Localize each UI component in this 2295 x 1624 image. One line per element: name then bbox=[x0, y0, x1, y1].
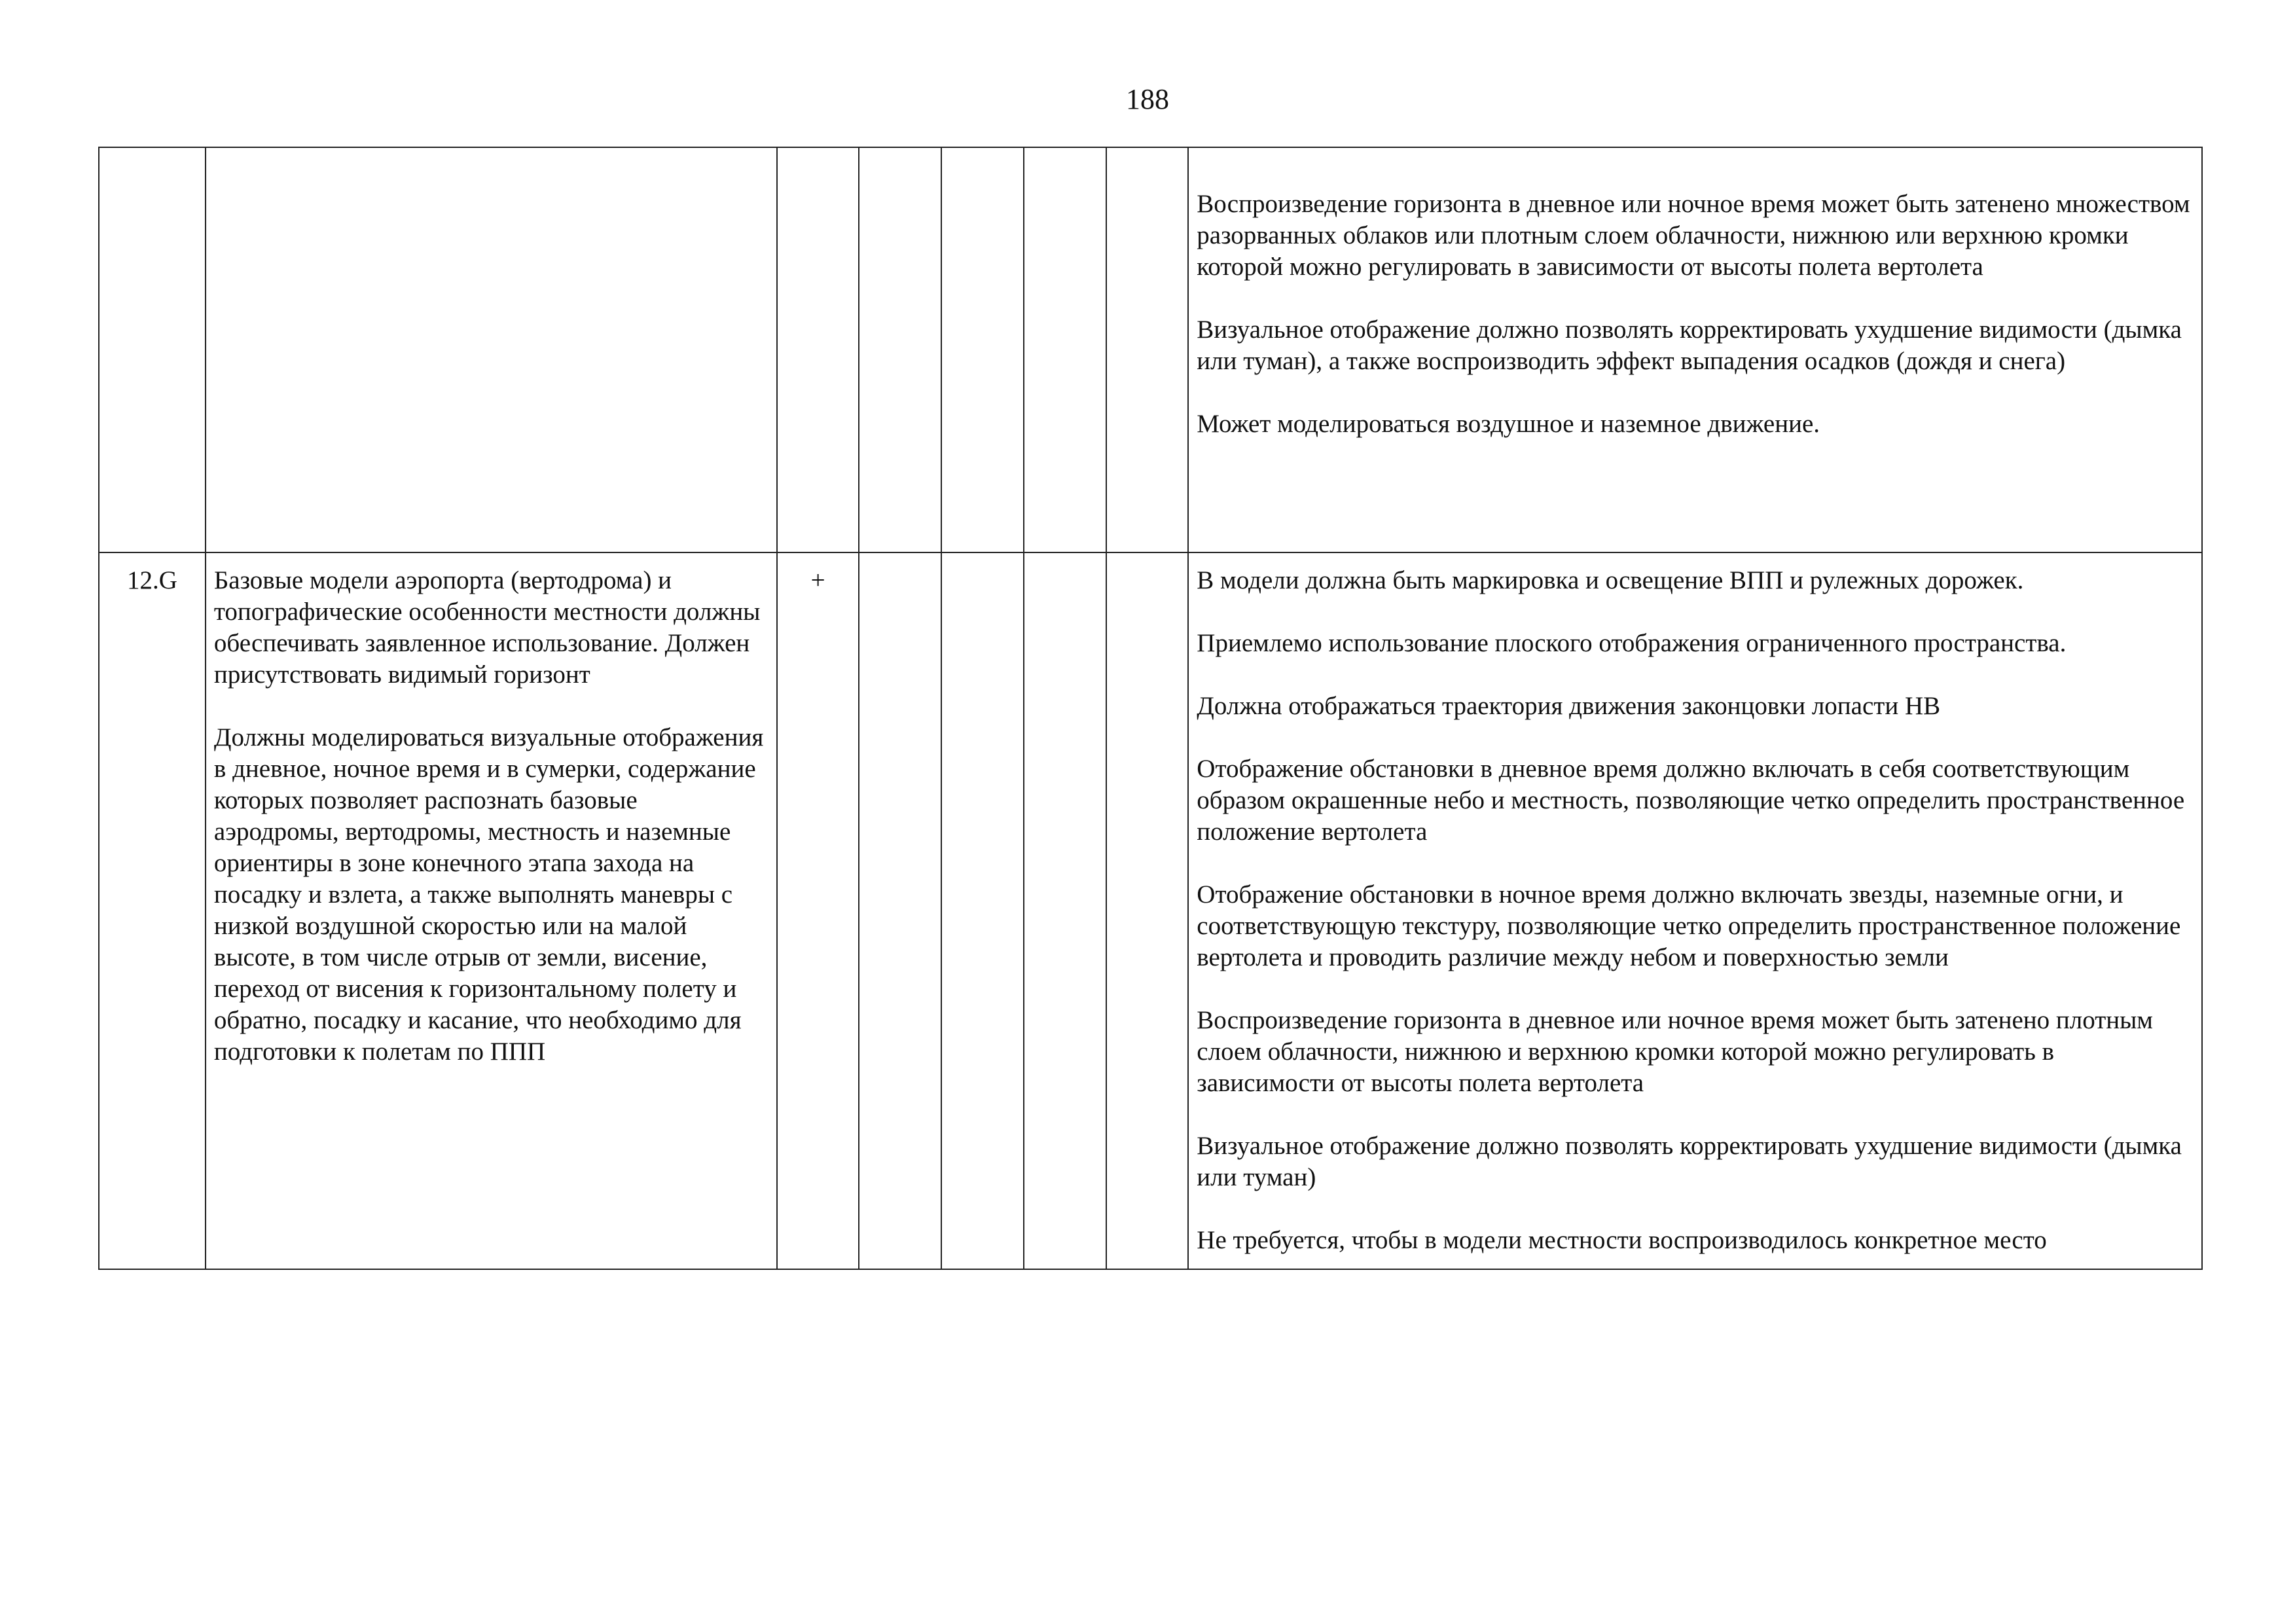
note-paragraph: Отображение обстановки в дневное время должно включать в себя соответствующим образом окрашенные небо и местность, позволяющие четко определить пространственное положение вертолета bbox=[1197, 755, 2185, 846]
requirement-paragraph: Базовые модели аэропорта (вертодрома) и топографические особенности местности должны обеспечивать заявленное использование. Должен присутствовать видимый горизонт bbox=[213, 566, 761, 689]
notes-cell bbox=[1188, 552, 2202, 1269]
note-paragraph: Визуальное отображение должно позволять корректировать ухудшение видимости (дымка или туман), а также воспроизводить эффект выпадения осадков (дождя и снега) bbox=[1197, 316, 2182, 375]
note-paragraph: Отображение обстановки в ночное время должно включать звезды, наземные огни, и соответствующую текстуру, позволяющие четко определить пространственное положение вертолета и проводить различие между небом и поверхностью земли bbox=[1197, 880, 2181, 971]
requirement-cell bbox=[206, 147, 777, 552]
row-number-cell bbox=[99, 147, 206, 552]
note-paragraph: Не требуется, чтобы в модели местности воспроизводилось конкретное место bbox=[1197, 1226, 2047, 1254]
note-paragraph: Воспроизведение горизонта в дневное или ночное время может быть затенено плотным слоем облачности, нижнюю и верхнюю кромки которой можно регулировать в зависимости от высоты полета вертолета bbox=[1197, 1006, 2153, 1097]
mark-cell bbox=[941, 552, 1024, 1269]
note-paragraph: Должна отображаться траектория движения законцовки лопасти НВ bbox=[1197, 692, 1941, 720]
mark-cell bbox=[859, 552, 941, 1269]
note-paragraph: Визуальное отображение должно позволять корректировать ухудшение видимости (дымка или туман) bbox=[1197, 1132, 2182, 1191]
mark-cell: + bbox=[777, 552, 859, 1269]
note-paragraph: В модели должна быть маркировка и освещение ВПП и рулежных дорожек. bbox=[1197, 566, 2024, 594]
page-number: 188 bbox=[1126, 83, 1169, 115]
requirements-table bbox=[98, 147, 2203, 1270]
mark-cell bbox=[859, 147, 941, 552]
requirement-cell bbox=[206, 552, 777, 1269]
requirement-paragraph: Должны моделироваться визуальные отображения в дневное, ночное время и в сумерки, содержание которых позволяет распознать базовые аэродромы, вертодромы, местность и наземные ориентиры в зоне конечного этапа захода на посадку и взлета, а также выполнять маневры с низкой воздушной скоростью или на малой высоте, в том числе отрыв от земли, висение, переход от висения к горизонтальному полету и обратно, посадку и касание, что необходимо для подготовки к полетам по ППП bbox=[213, 723, 764, 1066]
note-paragraph: Приемлемо использование плоского отображения ограниченного пространства. bbox=[1197, 629, 2067, 657]
notes-cell bbox=[1188, 147, 2202, 552]
table-row bbox=[99, 147, 2202, 552]
mark-cell bbox=[777, 147, 859, 552]
table-row bbox=[99, 552, 2202, 1269]
note-paragraph: Может моделироваться воздушное и наземное движение. bbox=[1197, 410, 1820, 438]
mark-cell bbox=[1024, 147, 1106, 552]
row-number-cell: 12.G bbox=[99, 552, 206, 1269]
note-paragraph: Воспроизведение горизонта в дневное или ночное время может быть затенено множеством разорванных облаков или плотным слоем облачности, нижнюю или верхнюю кромки которой можно регулировать в зависимости от высоты полета вертолета bbox=[1197, 190, 2190, 281]
mark-cell bbox=[1106, 147, 1189, 552]
mark-cell bbox=[1106, 552, 1189, 1269]
mark-cell bbox=[941, 147, 1024, 552]
mark-cell bbox=[1024, 552, 1106, 1269]
